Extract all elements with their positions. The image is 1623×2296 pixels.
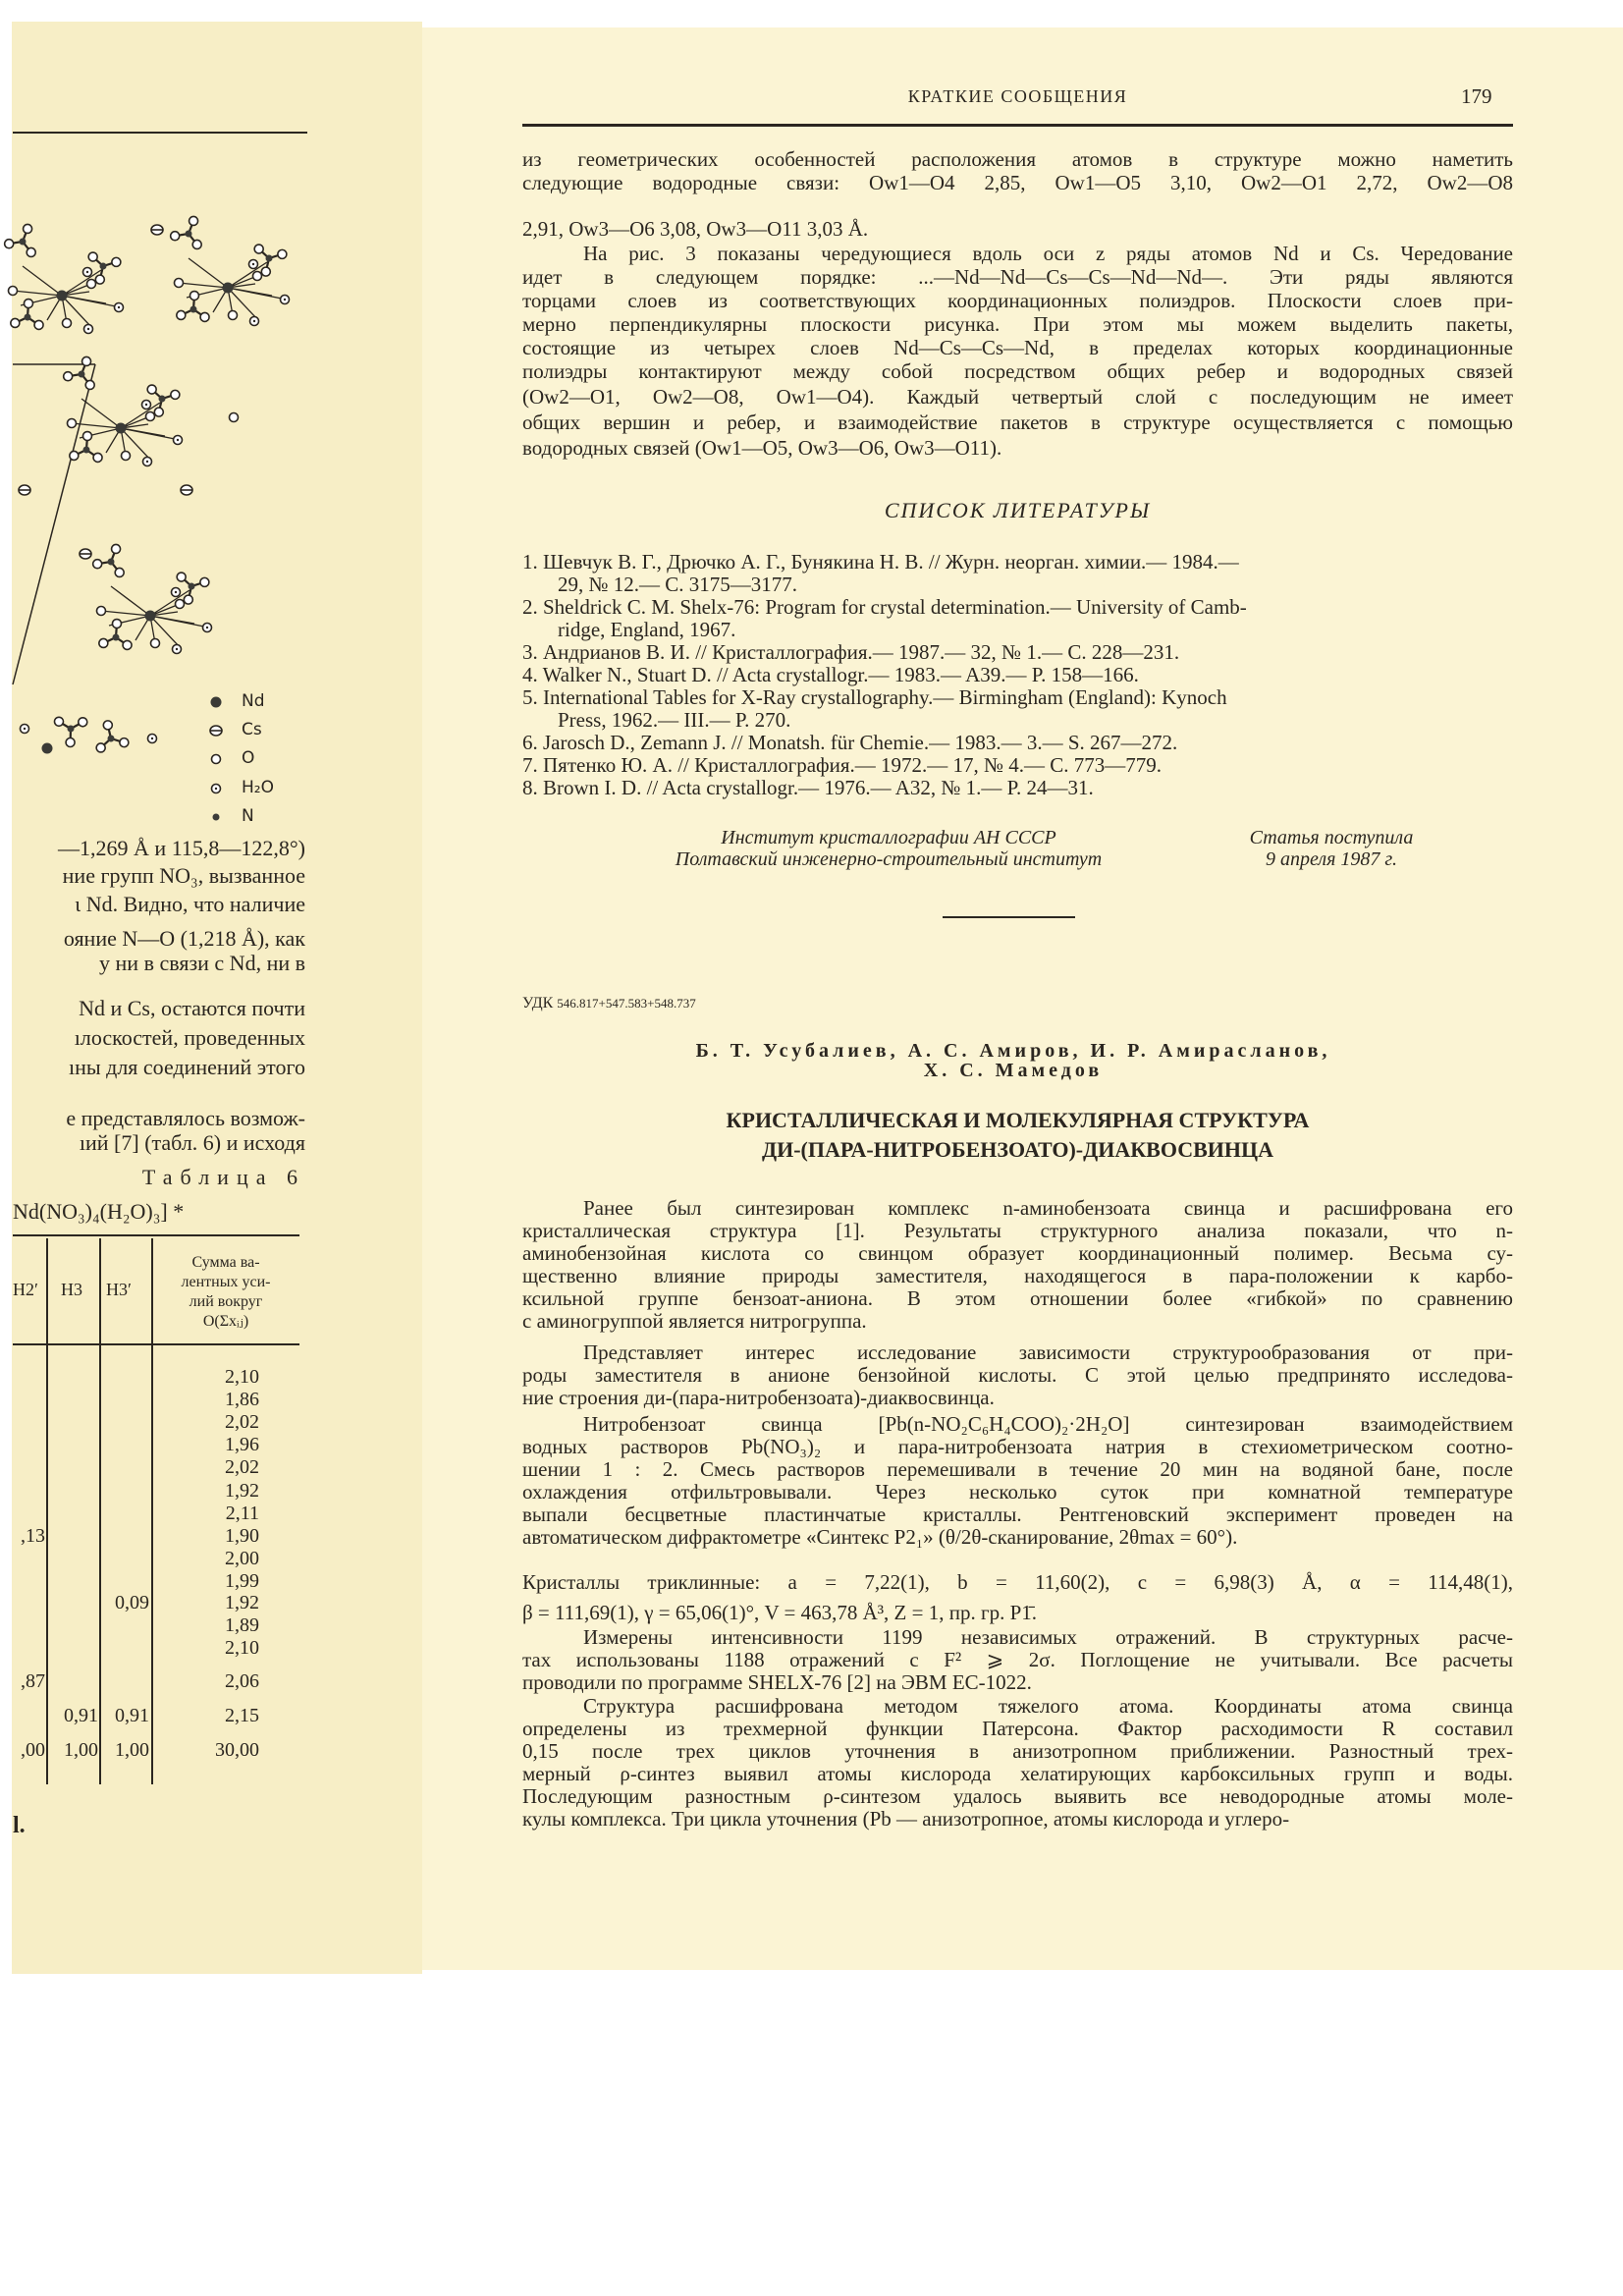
left-text-line	[13, 1055, 305, 1080]
water-dot	[118, 306, 120, 308]
left-text-fragment: Nd и Cs, остаются почти	[79, 996, 305, 1020]
table-cell-h3: 0,91	[64, 1705, 98, 1726]
text-line: Структура расшифрована методом тяжелого атома. Координаты атома свинца	[583, 1695, 1513, 1718]
water-dot	[177, 439, 179, 441]
authors-line: Б. Т. Усубалиев, А. С. Амиров, И. Р. Амирасланов,	[695, 1040, 1331, 1062]
bond-line	[101, 611, 150, 616]
table-cell-c0: ,87	[21, 1670, 45, 1692]
bond-line	[111, 586, 150, 616]
left-text-fragment: ние групп NO₃, вызванное	[62, 863, 305, 888]
oxygen-atom	[103, 721, 112, 730]
text-line: аминобензойная кислота со свинцом образует координационный полимер. Весьма су-	[522, 1242, 1513, 1265]
table-label-text: Таблица 6	[141, 1165, 305, 1189]
oxygen-atom	[11, 318, 20, 327]
oxygen-atom	[63, 319, 72, 328]
table-col-divider	[151, 1238, 153, 1784]
oxygen-atom	[112, 257, 121, 266]
water-dot	[215, 788, 217, 790]
text-line: полиэдры контактируют между собой посредством общих ребер и водородных связей	[522, 359, 1513, 383]
water-dot	[24, 728, 26, 730]
table-header-h3p: H3′	[106, 1280, 132, 1299]
text-line: охлаждения отфильтровывали. Через несколько суток при комнатной температуре	[522, 1481, 1513, 1503]
text-line: выпали бесцветные пластинчатые кристаллы. Рентгеновский эксперимент проведен на	[522, 1503, 1513, 1526]
article-title	[522, 1106, 1513, 1165]
left-text-line	[13, 996, 305, 1021]
oxygen-atom	[27, 247, 35, 256]
header-line: O(Σxᵢⱼ)	[202, 1313, 249, 1330]
water-dot	[146, 461, 148, 463]
nitrogen-atom	[100, 263, 107, 270]
text-line: кристаллическая структура [1]. Результаты структурного анализа показали, что n-	[522, 1220, 1513, 1242]
oxygen-atom	[177, 573, 186, 581]
oxygen-atom	[278, 249, 287, 258]
oxygen-atom	[151, 639, 160, 648]
text-line: определены из трехмерной функции Патерсона. Фактор расходимости R составил	[522, 1718, 1513, 1740]
table-col-divider	[99, 1238, 101, 1784]
water-dot	[151, 738, 153, 739]
table-label	[13, 1165, 305, 1190]
text-line: Кристаллы триклинные: a = 7,22(1), b = 11,60(2), c = 6,98(3) Å, α = 114,48(1),	[522, 1571, 1513, 1594]
neodymium-atom	[57, 291, 68, 301]
oxygen-atom	[229, 311, 238, 320]
udk-label: УДК	[522, 995, 554, 1011]
oxygen-atom	[200, 577, 209, 586]
text-line: Измерены интенсивности 1199 независимых отражений. В структурных расче-	[583, 1626, 1513, 1649]
oxygen-atom	[66, 738, 75, 746]
oxygen-atom	[85, 380, 94, 389]
oxygen-atom	[88, 252, 97, 261]
text-line: Представляет интерес исследование зависимости структурообразования от при-	[583, 1341, 1513, 1364]
oxygen-atom	[122, 452, 131, 461]
oxygen-atom	[171, 232, 180, 241]
crystal-data-paragraph	[522, 1571, 1513, 1624]
text-line: общих вершин и ребер, и взаимодействие пакетов в структуре осуществляется с помощью	[522, 410, 1513, 434]
table-cell-sum: 2,00	[225, 1548, 259, 1569]
header-line: лентных уси-	[181, 1274, 271, 1290]
text-line: мерный ρ-синтез выявил атомы кислорода хелатирующих карбоксильных групп и воды.	[522, 1763, 1513, 1785]
nitrogen-atom	[20, 239, 27, 246]
oxygen-atom	[175, 279, 184, 288]
text-line: β = 111,69(1), γ = 65,06(1)°, V = 463,78 Å³, Z = 1, пр. гр. P1̄.	[522, 1602, 1038, 1624]
nitrogen-atom	[108, 559, 115, 566]
text-line: водородных связей (Ow1—O5, Ow3—O6, Ow3—O11).	[522, 436, 1002, 460]
table-cell-h3p: 0,09	[115, 1592, 149, 1613]
text-line: Нитробензоат свинца [Pb(n-NO₂C₆H₄COO)₂·2H₂O] синтезирован взаимодействием	[583, 1413, 1513, 1436]
synthesis-paragraph	[522, 1413, 1513, 1549]
hbonds-paragraph	[522, 147, 1513, 241]
table-cell-sum: 1,86	[225, 1389, 259, 1410]
text-line: мерно перпендикулярны плоскости рисунка. При этом мы можем выделить пакеты,	[522, 312, 1513, 336]
water-dot	[145, 404, 147, 406]
bond-line	[13, 364, 95, 684]
header-rule	[522, 124, 1513, 127]
bond-line	[179, 283, 228, 288]
oxygen-atom	[34, 320, 43, 329]
oxygen-atom	[176, 600, 185, 609]
text-line: ние строения ди-(пара-нитробензоата)-диаквосвинца.	[522, 1387, 995, 1409]
water-dot	[176, 648, 178, 650]
left-text-line	[13, 836, 305, 861]
water-dot	[252, 263, 254, 265]
bond-line	[13, 291, 62, 296]
reference-line: 4. Walker N., Stuart D. // Acta crystallogr.— 1983.— A39.— P. 158—166.	[522, 664, 1139, 686]
oxygen-atom	[230, 413, 239, 422]
left-text-line	[13, 1130, 305, 1156]
header-line: лий вокруг	[189, 1293, 263, 1310]
text-line: Ранее был синтезирован комплекс n-аминобензоата свинца и расшифрована его	[583, 1197, 1513, 1220]
text-line: с аминогруппой является нитрогруппа.	[522, 1310, 867, 1333]
left-text-line	[13, 926, 305, 952]
left-text-line	[13, 892, 305, 917]
table-cell-sum: 2,15	[225, 1705, 259, 1726]
table-cell-sum: 2,11	[225, 1503, 259, 1524]
reference-line: 6. Jarosch D., Zemann J. // Monatsh. für Chemie.— 1983.— 3.— S. 267—272.	[522, 732, 1178, 754]
left-text-fragment: ıий [7] (табл. 6) и исходя	[79, 1130, 305, 1155]
authors-line: Х. С. Мамедов	[923, 1060, 1104, 1081]
authors	[522, 1041, 1504, 1080]
neodymium-atom	[223, 283, 234, 294]
bond-line	[189, 258, 228, 288]
table-header-h3: H3	[61, 1280, 82, 1299]
title-line: ДИ-(ПАРА-НИТРОБЕНЗОАТО)-ДИАКВОСВИНЦА	[761, 1137, 1274, 1162]
table-cell-sum: 1,89	[225, 1614, 259, 1636]
table-cell-sum: 2,10	[225, 1366, 259, 1388]
oxygen-atom	[82, 356, 91, 365]
oxygen-atom	[70, 451, 79, 460]
reference-line: 1. Шевчук В. Г., Дрючко А. Г., Бунякина Н. В. // Журн. неорган. химии.— 1984.—	[522, 551, 1239, 574]
left-text-fragment: ıлоскостей, проведенных	[74, 1025, 305, 1050]
reference-line: 8. Brown I. D. // Acta crystallogr.— 1976.— A32, № 1.— P. 24—31.	[522, 777, 1094, 799]
nitrogen-atom	[189, 583, 195, 590]
received-date	[1214, 827, 1449, 870]
water-dot	[284, 299, 286, 301]
water-dot	[253, 320, 255, 322]
oxygen-atom	[212, 755, 221, 764]
text-line: кулы комплекса. Три цикла уточнения (Pb — анизотропное, атомы кислорода и углеро-	[522, 1808, 1290, 1831]
text-line: тах использованы 1188 отражений с F² ⩾ 2σ. Поглощение не учитывали. Все расчеты	[522, 1649, 1513, 1671]
references-list	[522, 551, 1513, 799]
oxygen-atom	[64, 372, 73, 381]
nitrogen-atom	[266, 255, 273, 262]
left-text-fragment: е представлялось возмож-	[66, 1106, 305, 1130]
affiliation-line: Институт кристаллографии АН СССР	[721, 827, 1056, 848]
neodymium-atom	[116, 423, 127, 434]
text-line: из геометрических особенностей расположения атомов в структуре можно наметить	[522, 147, 1513, 171]
measurement-paragraph	[522, 1626, 1513, 1694]
text-line: торцами слоев из соответствующих координационных полиэдров. Плоскости слоев при-	[522, 289, 1513, 312]
text-line: (Ow2—O1, Ow2—O8, Ow1—O4). Каждый четвертый слой с последующим не имеет	[522, 385, 1513, 409]
water-dot	[87, 328, 89, 330]
legend-label: H₂O	[242, 778, 274, 797]
oxygen-atom	[147, 385, 156, 394]
udk-code: 546.817+547.583+548.737	[557, 996, 696, 1011]
oxygen-atom	[93, 453, 102, 462]
reference-line: 3. Андрианов В. И. // Кристаллография.— 1987.— 32, № 1.— С. 228—231.	[522, 641, 1180, 664]
oxygen-atom	[154, 408, 163, 416]
oxygen-atom	[120, 738, 129, 747]
oxygen-atom	[146, 412, 155, 421]
text-line: идет в следующем порядке: ...—Nd—Nd—Cs—Cs—Nd—Nd—. Эти ряды являются	[522, 265, 1513, 289]
reference-line: 5. International Tables for X-Ray crystallography.— Birmingham (England): Kynoch	[522, 686, 1227, 709]
oxygen-atom	[95, 275, 104, 284]
legend-label: Cs	[242, 720, 262, 739]
header-line: Сумма ва-	[191, 1254, 260, 1271]
legend-label: N	[242, 806, 254, 826]
table-cell-sum: 2,02	[225, 1411, 259, 1433]
oxygen-atom	[123, 640, 132, 649]
table-cell-sum: 2,06	[225, 1670, 259, 1692]
oxygen-atom	[99, 638, 108, 647]
nitrogen-atom	[159, 396, 166, 403]
running-header: КРАТКИЕ СООБЩЕНИЯ	[907, 86, 1128, 106]
oxygen-atom	[254, 245, 263, 253]
table-col-divider	[46, 1238, 48, 1784]
oxygen-atom	[189, 216, 198, 225]
received-line: 9 апреля 1987 г.	[1266, 848, 1397, 870]
article-separator	[943, 916, 1075, 918]
motivation-paragraph	[522, 1341, 1513, 1409]
text-line: 2,91, Ow3—O6 3,08, Ow3—O11 3,03 Å.	[522, 217, 869, 241]
oxygen-atom	[253, 272, 262, 281]
oxygen-atom	[184, 595, 192, 604]
crystal-structure-figure	[0, 0, 422, 864]
nitrogen-atom	[68, 726, 75, 733]
oxygen-atom	[189, 292, 198, 301]
oxygen-atom	[24, 224, 32, 233]
text-line: состоящие из четырех слоев Nd—Cs—Cs—Nd, в пределах которых координационные	[522, 336, 1513, 359]
table-cell-sum: 1,92	[225, 1480, 259, 1502]
left-text-fragment: у ни в связи с Nd, ни в	[99, 951, 305, 975]
table-header-rule	[13, 1343, 299, 1345]
oxygen-atom	[112, 620, 121, 629]
udk	[522, 995, 696, 1012]
oxygen-atom	[79, 718, 87, 727]
left-text-line	[13, 951, 305, 976]
oxygen-atom	[93, 560, 102, 569]
nitrogen-atom	[79, 371, 85, 378]
oxygen-atom	[115, 568, 124, 576]
oxygen-atom	[200, 312, 209, 321]
text-line: 0,15 после трех циклов уточнения в анизотропном приближении. Разностный трех-	[522, 1740, 1513, 1763]
text-line: Последующим разностным ρ-синтезом удалось выявить все неводородные атомы моле-	[522, 1785, 1513, 1808]
oxygen-atom	[96, 743, 105, 752]
table-header-h2p: H2′	[13, 1280, 38, 1299]
affiliation-line: Полтавский инженерно-строительный институт	[675, 848, 1103, 870]
reference-line: 7. Пятенко Ю. А. // Кристаллография.— 1972.— 17, № 4.— С. 773—779.	[522, 754, 1163, 777]
reference-line: 2. Sheldrick C. M. Shelx-76: Program for crystal determination.— University of Camb-	[522, 596, 1247, 619]
table-cell-sum: 1,90	[225, 1525, 259, 1547]
page-number: 179	[1461, 84, 1492, 108]
left-text-fragment: —1,269 Å и 115,8—122,8°)	[58, 836, 305, 860]
legend-label: Nd	[242, 691, 265, 711]
affiliation	[599, 827, 1178, 870]
oxygen-atom	[5, 240, 14, 248]
table-cell-c0: ,00	[21, 1739, 45, 1761]
nitrogen-atom	[108, 736, 115, 742]
table-cell-sum: 1,92	[225, 1592, 259, 1613]
text-line: роды заместителя в анионе бензойной кислоты. С этой целью предпринято исследова-	[522, 1364, 1513, 1387]
table-cell-sum: 1,96	[225, 1434, 259, 1455]
left-footer-fragment: l.	[13, 1813, 26, 1838]
text-line: водных растворов Pb(NO₃)₂ и пара-нитробензоата натрия в стехиометрическом соотно-	[522, 1436, 1513, 1458]
text-line: шении 1 : 2. Смесь растворов перемешивали в течение 20 мин на водяной бане, после	[522, 1458, 1513, 1481]
left-text-line	[13, 863, 305, 889]
legend-label: O	[242, 748, 255, 768]
table-cell-sum: 30,00	[215, 1739, 259, 1761]
neodymium-atom	[42, 743, 53, 754]
intro-paragraph	[522, 1197, 1513, 1333]
left-text-line	[13, 1106, 305, 1131]
left-text-line	[13, 1025, 305, 1051]
neodymium-atom	[145, 611, 156, 622]
reference-line: 29, № 12.— С. 3175—3177.	[558, 574, 798, 596]
bond-line	[81, 399, 121, 428]
text-line: автоматическом дифрактометре «Синтекс P2₁» (θ/2θ-сканирование, 2θmax = 60°).	[522, 1526, 1238, 1549]
nitrogen-atom	[190, 306, 197, 313]
bond-line	[23, 266, 62, 296]
oxygen-atom	[24, 300, 32, 308]
oxygen-atom	[177, 310, 186, 319]
oxygen-atom	[171, 390, 180, 399]
oxygen-atom	[9, 287, 18, 296]
table-caption: Nd(NO₃)₄(H₂O)₃] *	[13, 1199, 185, 1224]
table-cell-c0: ,13	[21, 1525, 45, 1547]
reference-line: ridge, England, 1967.	[558, 619, 736, 641]
left-text-fragment: ıны для соединений этого	[68, 1055, 305, 1079]
table-cell-h3p: 1,00	[115, 1739, 149, 1761]
left-text-fragment: ι Nd. Видно, что наличие	[75, 892, 305, 916]
oxygen-atom	[55, 717, 64, 726]
oxygen-atom	[82, 432, 91, 441]
nitrogen-atom	[83, 447, 90, 454]
oxygen-atom	[192, 240, 201, 248]
title-line: КРИСТАЛЛИЧЕСКАЯ И МОЛЕКУЛЯРНАЯ СТРУКТУРА	[726, 1108, 1310, 1132]
text-line: щественно влияние природы заместителя, находящегося в пара-положении к карбо-	[522, 1265, 1513, 1287]
text-line: следующие водородные связи: Ow1—O4 2,85, Ow1—O5 3,10, Ow2—O1 2,72, Ow2—O8	[522, 171, 1513, 194]
text-line: проводили по программе SHELX-76 [2] на ЭВМ ЕС-1022.	[522, 1671, 1032, 1694]
nitrogen-atom	[213, 814, 220, 821]
water-dot	[175, 591, 177, 593]
nitrogen-atom	[113, 634, 120, 641]
oxygen-atom	[87, 280, 96, 289]
table-cell-sum: 1,99	[225, 1570, 259, 1592]
text-line: На рис. 3 показаны чередующиеся вдоль оси z ряды атомов Nd и Cs. Чередование	[583, 242, 1513, 265]
rows-paragraph	[522, 242, 1513, 460]
table-cell-sum: 2,02	[225, 1456, 259, 1478]
structure-solution-paragraph	[522, 1695, 1513, 1831]
water-dot	[86, 271, 88, 273]
water-dot	[206, 627, 208, 629]
nitrogen-atom	[186, 231, 192, 238]
text-line: ксильной группе бензоат-аниона. В этом отношении более «гибкой» по сравнению	[522, 1287, 1513, 1310]
table-top-rule	[13, 1234, 299, 1236]
table-cell-h3: 1,00	[64, 1739, 98, 1761]
table-cell-sum: 2,10	[225, 1637, 259, 1659]
references-title: СПИСОК ЛИТЕРАТУРЫ	[884, 498, 1152, 522]
received-line: Статья поступила	[1249, 827, 1414, 848]
oxygen-atom	[97, 607, 106, 616]
neodymium-atom	[211, 697, 222, 708]
reference-line: Press, 1962.— III.— P. 270.	[558, 709, 791, 732]
nitrogen-atom	[25, 314, 31, 321]
table-header-sum	[157, 1253, 295, 1332]
oxygen-atom	[261, 267, 270, 276]
table-cell-h3p: 0,91	[115, 1705, 149, 1726]
left-text-fragment: ояние N—O (1,218 Å), как	[63, 926, 305, 951]
oxygen-atom	[112, 544, 121, 553]
oxygen-atom	[68, 419, 77, 428]
